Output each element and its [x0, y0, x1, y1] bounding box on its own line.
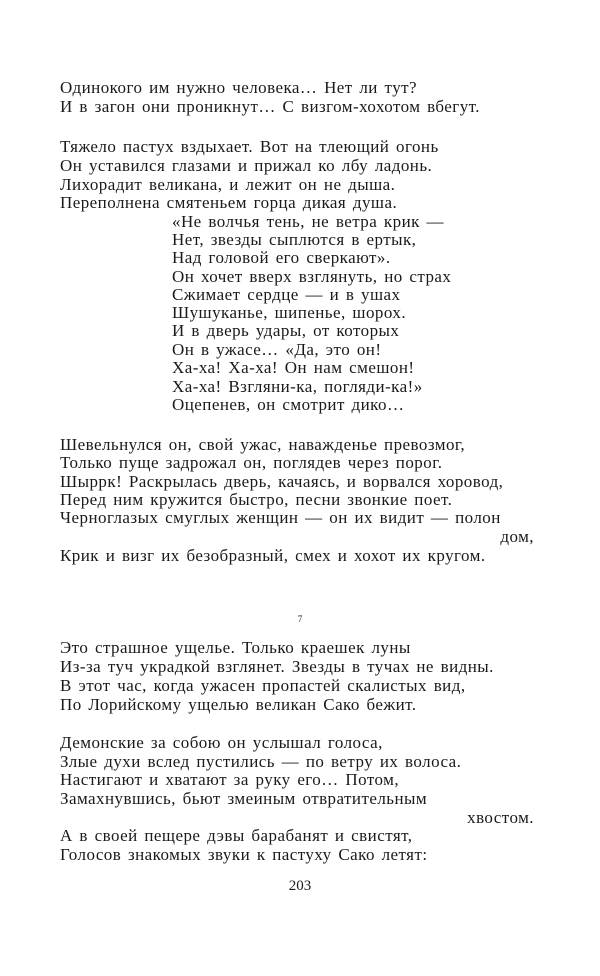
verse-line: Голосов знакомых звуки к пастуху Сако летят: [60, 845, 428, 864]
verse-line: Только пуще задрожал он, поглядев через порог. [60, 453, 443, 472]
verse-line: И в загон они проникнут… С визгом-хохотом вбегут. [60, 97, 480, 116]
verse-line-indented: И в дверь удары, от которых [172, 321, 400, 340]
verse-line: А в своей пещере дэвы барабанят и свистят, [60, 826, 413, 845]
verse-line: Это страшное ущелье. Только краешек луны [60, 638, 411, 657]
verse-line: По Лорийскому ущелью великан Сако бежит. [60, 695, 417, 714]
verse-line-indented: Оцепенев, он смотрит дико… [172, 395, 405, 414]
verse-line-indented: «Не волчья тень, не ветра крик — [172, 212, 445, 231]
page-number: 203 [288, 878, 312, 894]
section-number: 7 [297, 614, 303, 624]
verse-line: Настигают и хватают за руку его… Потом, [60, 770, 400, 789]
verse-line: Черноглазых смуглых женщин — он их видит — полон [60, 508, 501, 527]
verse-line-indented: Ха-ха! Взгляни-ка, погляди-ка!» [172, 377, 423, 396]
verse-line-indented: Над головой его сверкают». [172, 248, 391, 267]
verse-line: Он уставился глазами и прижал ко лбу ладонь. [60, 156, 433, 175]
verse-line: Перед ним кружится быстро, песни звонкие поет. [60, 490, 453, 509]
verse-line: Демонские за собою он услышал голоса, [60, 733, 383, 752]
verse-line-continuation: дом, [500, 527, 534, 546]
verse-line: Одинокого им нужно человека… Нет ли тут? [60, 78, 418, 97]
verse-line: Крик и визг их безобразный, смех и хохот их кругом. [60, 546, 486, 565]
verse-line: Шыррк! Раскрылась дверь, качаясь, и ворвался хоровод, [60, 472, 504, 491]
verse-line: Переполнена смятеньем горца дикая душа. [60, 193, 398, 212]
verse-line: Тяжело пастух вздыхает. Вот на тлеющий огонь [60, 137, 439, 156]
verse-line: Шевельнулся он, свой ужас, наважденье превозмог, [60, 435, 466, 454]
verse-line-indented: Он хочет вверх взглянуть, но страх [172, 267, 452, 286]
verse-line-indented: Он в ужасе… «Да, это он! [172, 340, 382, 359]
verse-line: Лихорадит великана, и лежит он не дыша. [60, 175, 396, 194]
verse-line: Замахнувшись, бьют змеиным отвратительным [60, 789, 428, 808]
verse-line-continuation: хвостом. [467, 808, 534, 827]
verse-line: В этот час, когда ужасен пропастей скалистых вид, [60, 676, 466, 695]
verse-line-indented: Ха-ха! Ха-ха! Он нам смешон! [172, 358, 415, 377]
verse-line-indented: Шушуканье, шипенье, шорох. [172, 303, 407, 322]
verse-line: Из-за туч украдкой взглянет. Звезды в тучах не видны. [60, 657, 494, 676]
verse-line-indented: Сжимает сердце — и в ушах [172, 285, 401, 304]
verse-line-indented: Нет, звезды сыплются в ертык, [172, 230, 417, 249]
verse-line: Злые духи вслед пустились — по ветру их волоса. [60, 752, 462, 771]
